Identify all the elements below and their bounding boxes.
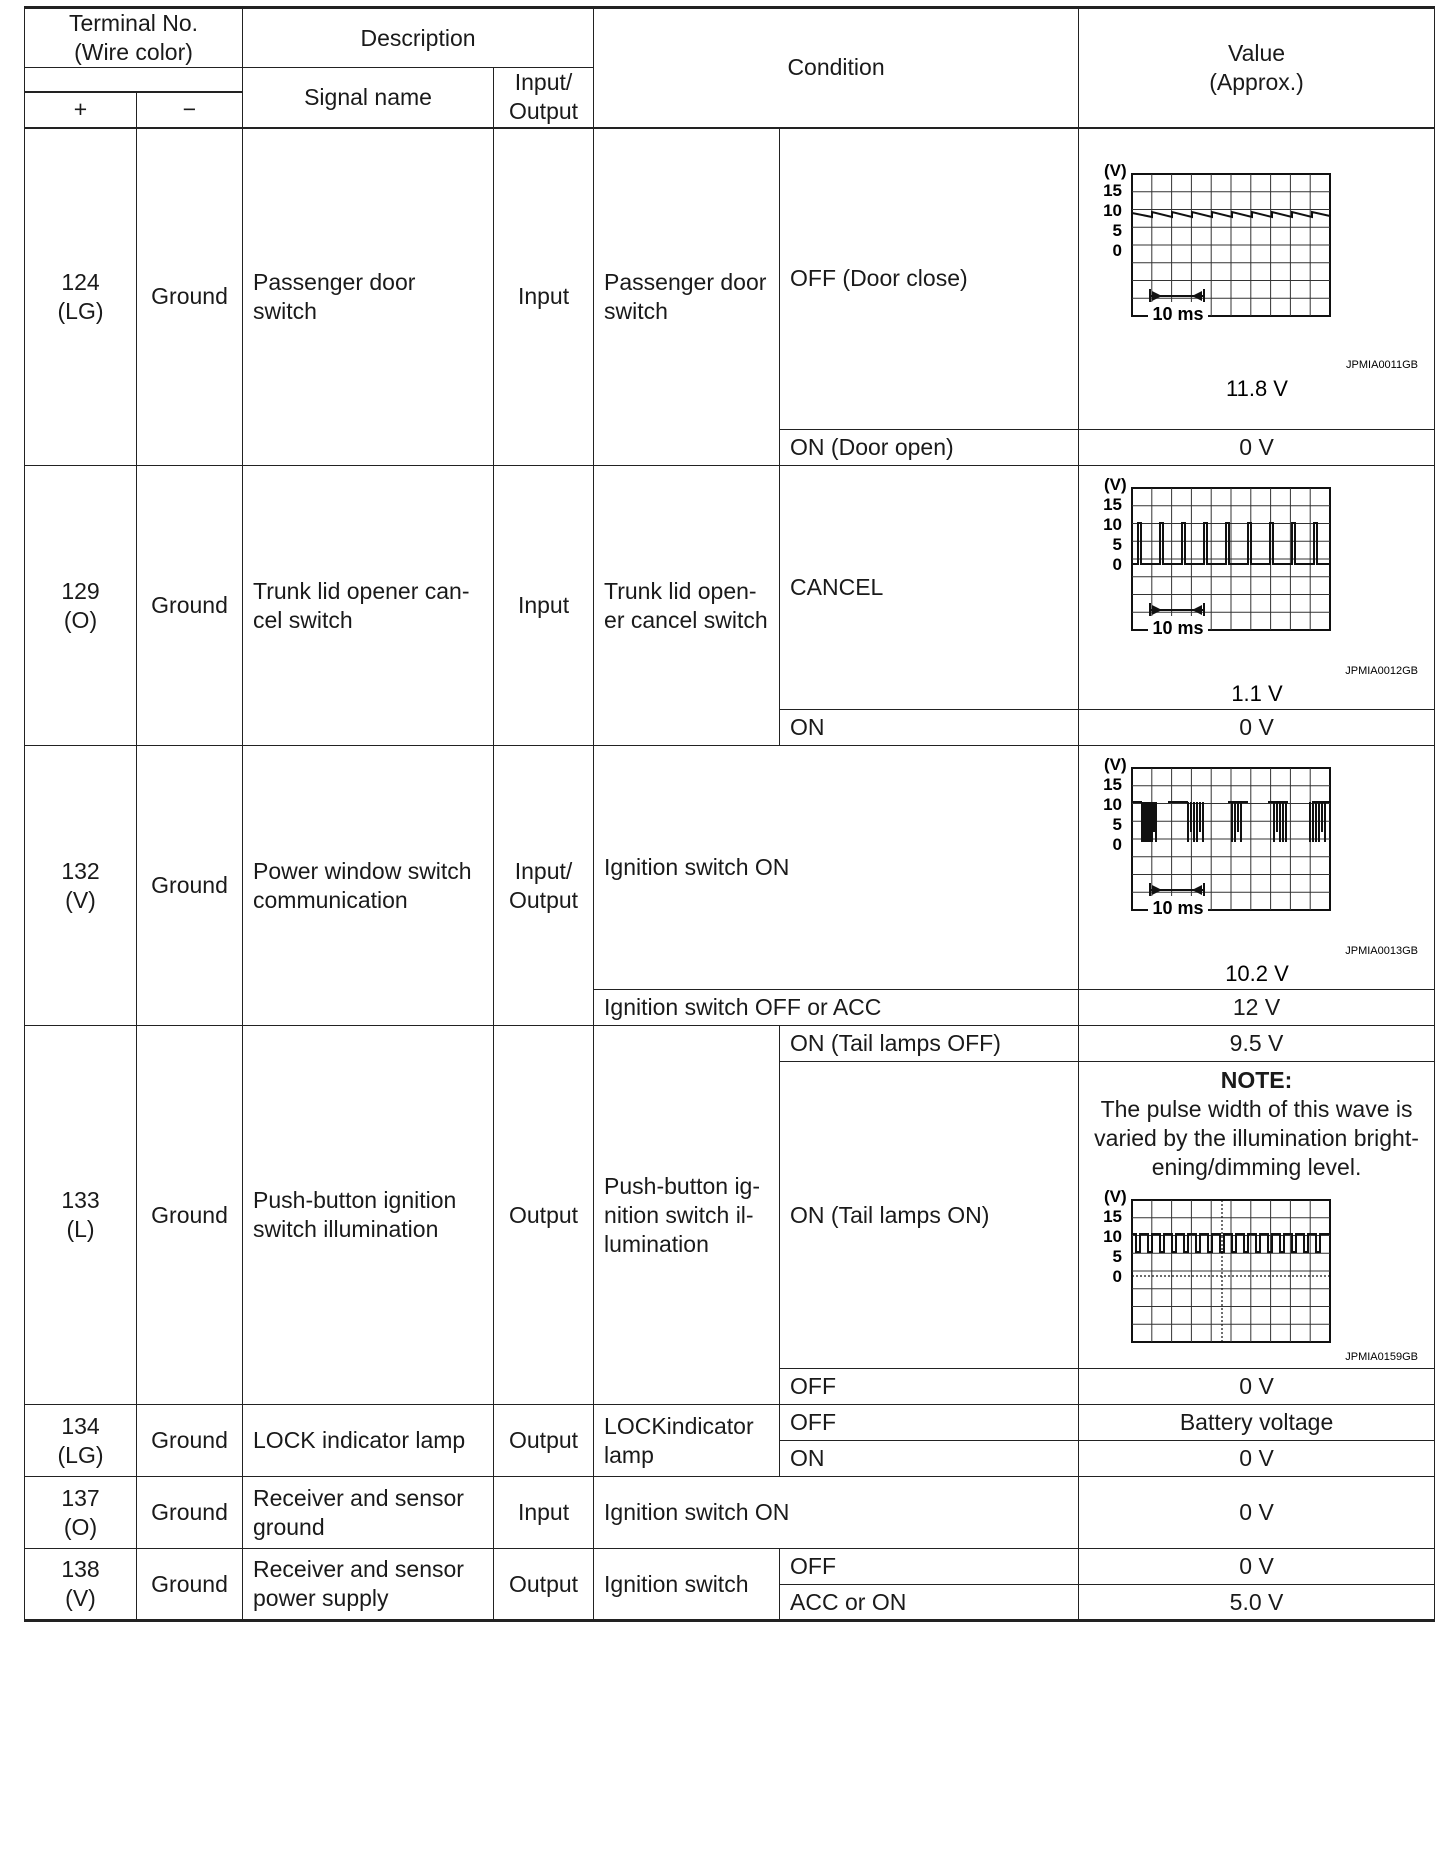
condition: Ignition switch ON	[594, 746, 1079, 990]
table-row	[25, 1549, 1435, 1585]
scope-unit-label: (V)	[1103, 161, 1127, 181]
minus-cell: Ground	[137, 1405, 243, 1477]
table-row	[25, 1405, 1435, 1441]
terminal-number: 137	[61, 1484, 100, 1511]
scope-y15: 15	[1102, 495, 1122, 514]
condition: ON (Tail lamps OFF)	[780, 1026, 1079, 1062]
note-title: NOTE:	[1220, 1067, 1293, 1093]
waveform-id: JPMIA0013GB	[1344, 945, 1418, 957]
note-text: The pulse width of this wave is varied by the illumination bright-ening/dimming level.	[1094, 1096, 1419, 1180]
condition-header: Condition	[594, 8, 1079, 128]
signal-name: Receiver and sensor ground	[243, 1477, 494, 1549]
value: 0 V	[1079, 710, 1435, 746]
value: 9.5 V	[1079, 1026, 1435, 1062]
signal-name: LOCK indicator lamp	[243, 1405, 494, 1477]
time-marker	[1148, 883, 1208, 918]
scope-y10: 10	[1102, 795, 1122, 814]
io-header-line2: Output	[509, 98, 579, 125]
value: 0 V	[1079, 1369, 1435, 1405]
terminal-header-spacer	[25, 68, 243, 92]
minus-cell: Ground	[137, 466, 243, 746]
condition: Ignition switch OFF or ACC	[594, 990, 1079, 1026]
table-row	[25, 746, 1435, 990]
scope-y5: 5	[1112, 815, 1122, 834]
value-cell	[1079, 746, 1435, 990]
minus-header: −	[137, 92, 243, 128]
condition: ON (Door open)	[780, 430, 1079, 466]
waveform-id: JPMIA0012GB	[1344, 665, 1418, 677]
terminal-table	[24, 6, 1435, 1622]
value: 12 V	[1079, 990, 1435, 1026]
terminal-number: 129	[61, 577, 100, 604]
waveform-124	[1092, 156, 1422, 401]
time-marker	[1148, 289, 1208, 324]
table-header	[25, 8, 1435, 128]
wire-color: (O)	[63, 606, 98, 633]
table-row	[25, 1477, 1435, 1549]
condition: ON	[780, 1441, 1079, 1477]
scope-graticule	[1132, 174, 1330, 316]
terminal-spec-sheet	[24, 6, 1434, 1622]
signal-name: Push-button ignition switch illumination	[243, 1026, 494, 1405]
scope-y10: 10	[1102, 201, 1122, 221]
minus-cell: Ground	[137, 128, 243, 466]
waveform-trace	[1132, 1234, 1330, 1252]
signal-name: Trunk lid opener can-cel switch	[243, 466, 494, 746]
scope-y0: 0	[1112, 1267, 1122, 1286]
scope-unit-label: (V)	[1103, 755, 1127, 774]
terminal-cell	[25, 1405, 137, 1477]
waveform-id: JPMIA0011GB	[1345, 359, 1418, 372]
value-header-line1: Value	[1227, 39, 1286, 66]
condition: ON (Tail lamps ON)	[780, 1062, 1079, 1369]
scope-y15: 15	[1102, 1207, 1122, 1226]
io-cell: Input	[494, 128, 594, 466]
waveform-132	[1092, 750, 1422, 985]
table-row	[25, 466, 1435, 710]
terminal-number: 124	[61, 268, 100, 295]
wire-color: (O)	[63, 1513, 98, 1540]
value: 0 V	[1079, 1549, 1435, 1585]
plus-header: +	[25, 92, 137, 128]
scope-graticule	[1132, 1200, 1330, 1342]
terminal-number: 132	[61, 857, 100, 884]
wire-color: (LG)	[57, 1441, 104, 1468]
signal-name: Passenger door switch	[243, 128, 494, 466]
waveform-trace	[1132, 212, 1330, 217]
io-cell: Input	[494, 1477, 594, 1549]
condition: OFF (Door close)	[780, 128, 1079, 430]
value-cell	[1079, 466, 1435, 710]
signal-name: Receiver and sensor power supply	[243, 1549, 494, 1621]
condition: OFF	[780, 1405, 1079, 1441]
terminal-cell	[25, 128, 137, 466]
table-row	[25, 128, 1435, 430]
signal-name-header: Signal name	[243, 68, 494, 128]
value-header-line2: (Approx.)	[1209, 68, 1304, 95]
scope-graticule	[1132, 488, 1330, 630]
minus-cell: Ground	[137, 1026, 243, 1405]
value-cell	[1079, 128, 1435, 430]
terminal-header	[25, 8, 243, 68]
scope-y15: 15	[1102, 181, 1122, 201]
terminal-cell	[25, 746, 137, 1026]
condition-group: Push-button ig-nition switch il-lumination	[594, 1026, 780, 1405]
waveform-trace	[1132, 802, 1330, 842]
wire-color: (L)	[66, 1216, 95, 1242]
condition: ON	[780, 710, 1079, 746]
condition: Ignition switch ON	[594, 1477, 1079, 1549]
signal-name: Power window switch communication	[243, 746, 494, 1026]
time-scale-label: 10 ms	[1152, 618, 1204, 638]
scope-y0: 0	[1112, 241, 1122, 261]
io-cell: Input	[494, 466, 594, 746]
scope-unit-label: (V)	[1103, 475, 1127, 494]
waveform-129	[1092, 470, 1422, 705]
value: Battery voltage	[1079, 1405, 1435, 1441]
value: 0 V	[1079, 430, 1435, 466]
io-cell: Output	[494, 1026, 594, 1405]
condition-group: LOCKindicator lamp	[594, 1405, 780, 1477]
scope-y5: 5	[1112, 221, 1122, 241]
terminal-cell	[25, 466, 137, 746]
scope-y10: 10	[1102, 515, 1122, 534]
io-cell	[494, 746, 594, 1026]
terminal-cell	[25, 1026, 137, 1405]
time-marker	[1148, 603, 1208, 638]
waveform-133	[1092, 1182, 1422, 1364]
scope-unit-label: (V)	[1103, 1187, 1127, 1206]
scope-y0: 0	[1112, 835, 1122, 854]
value: 10.2 V	[1224, 961, 1289, 985]
condition: CANCEL	[780, 466, 1079, 710]
terminal-number: 138	[61, 1556, 100, 1582]
wire-color: (LG)	[57, 297, 104, 324]
terminal-cell	[25, 1477, 137, 1549]
wire-color-header-label: (Wire color)	[74, 39, 193, 65]
io-line2: Output	[509, 886, 579, 913]
scope-y15: 15	[1102, 775, 1122, 794]
scope-y5: 5	[1112, 535, 1122, 554]
minus-cell: Ground	[137, 1477, 243, 1549]
scope-y10: 10	[1102, 1227, 1122, 1246]
value: 5.0 V	[1079, 1585, 1435, 1621]
time-scale-label: 10 ms	[1152, 898, 1204, 918]
value-cell	[1079, 1062, 1435, 1369]
io-header-line1: Input/	[514, 69, 573, 96]
minus-cell: Ground	[137, 746, 243, 1026]
time-scale-label: 10 ms	[1152, 304, 1204, 325]
io-line1: Input/	[514, 857, 573, 884]
scope-y0: 0	[1112, 555, 1122, 574]
terminal-header-label: Terminal No.	[68, 10, 199, 36]
description-header: Description	[243, 8, 594, 68]
condition: ACC or ON	[780, 1585, 1079, 1621]
io-cell: Output	[494, 1405, 594, 1477]
scope-y5: 5	[1112, 1247, 1122, 1266]
io-header	[494, 68, 594, 128]
terminal-number: 134	[61, 1412, 100, 1439]
condition-group: Passenger door switch	[594, 128, 780, 466]
condition-group: Trunk lid open-er cancel switch	[594, 466, 780, 746]
wire-color: (V)	[65, 1585, 96, 1611]
condition-group: Ignition switch	[594, 1549, 780, 1621]
value: 0 V	[1079, 1477, 1435, 1549]
terminal-number: 133	[61, 1187, 100, 1213]
value: 1.1 V	[1230, 681, 1283, 705]
condition: OFF	[780, 1369, 1079, 1405]
waveform-id: JPMIA0159GB	[1344, 1351, 1418, 1363]
table-row	[25, 1026, 1435, 1062]
terminal-cell	[25, 1549, 137, 1621]
minus-cell: Ground	[137, 1549, 243, 1621]
value: 11.8 V	[1225, 376, 1288, 402]
condition: OFF	[780, 1549, 1079, 1585]
wire-color: (V)	[65, 886, 96, 913]
value-header	[1079, 8, 1435, 128]
value: 0 V	[1079, 1441, 1435, 1477]
io-cell: Output	[494, 1549, 594, 1621]
